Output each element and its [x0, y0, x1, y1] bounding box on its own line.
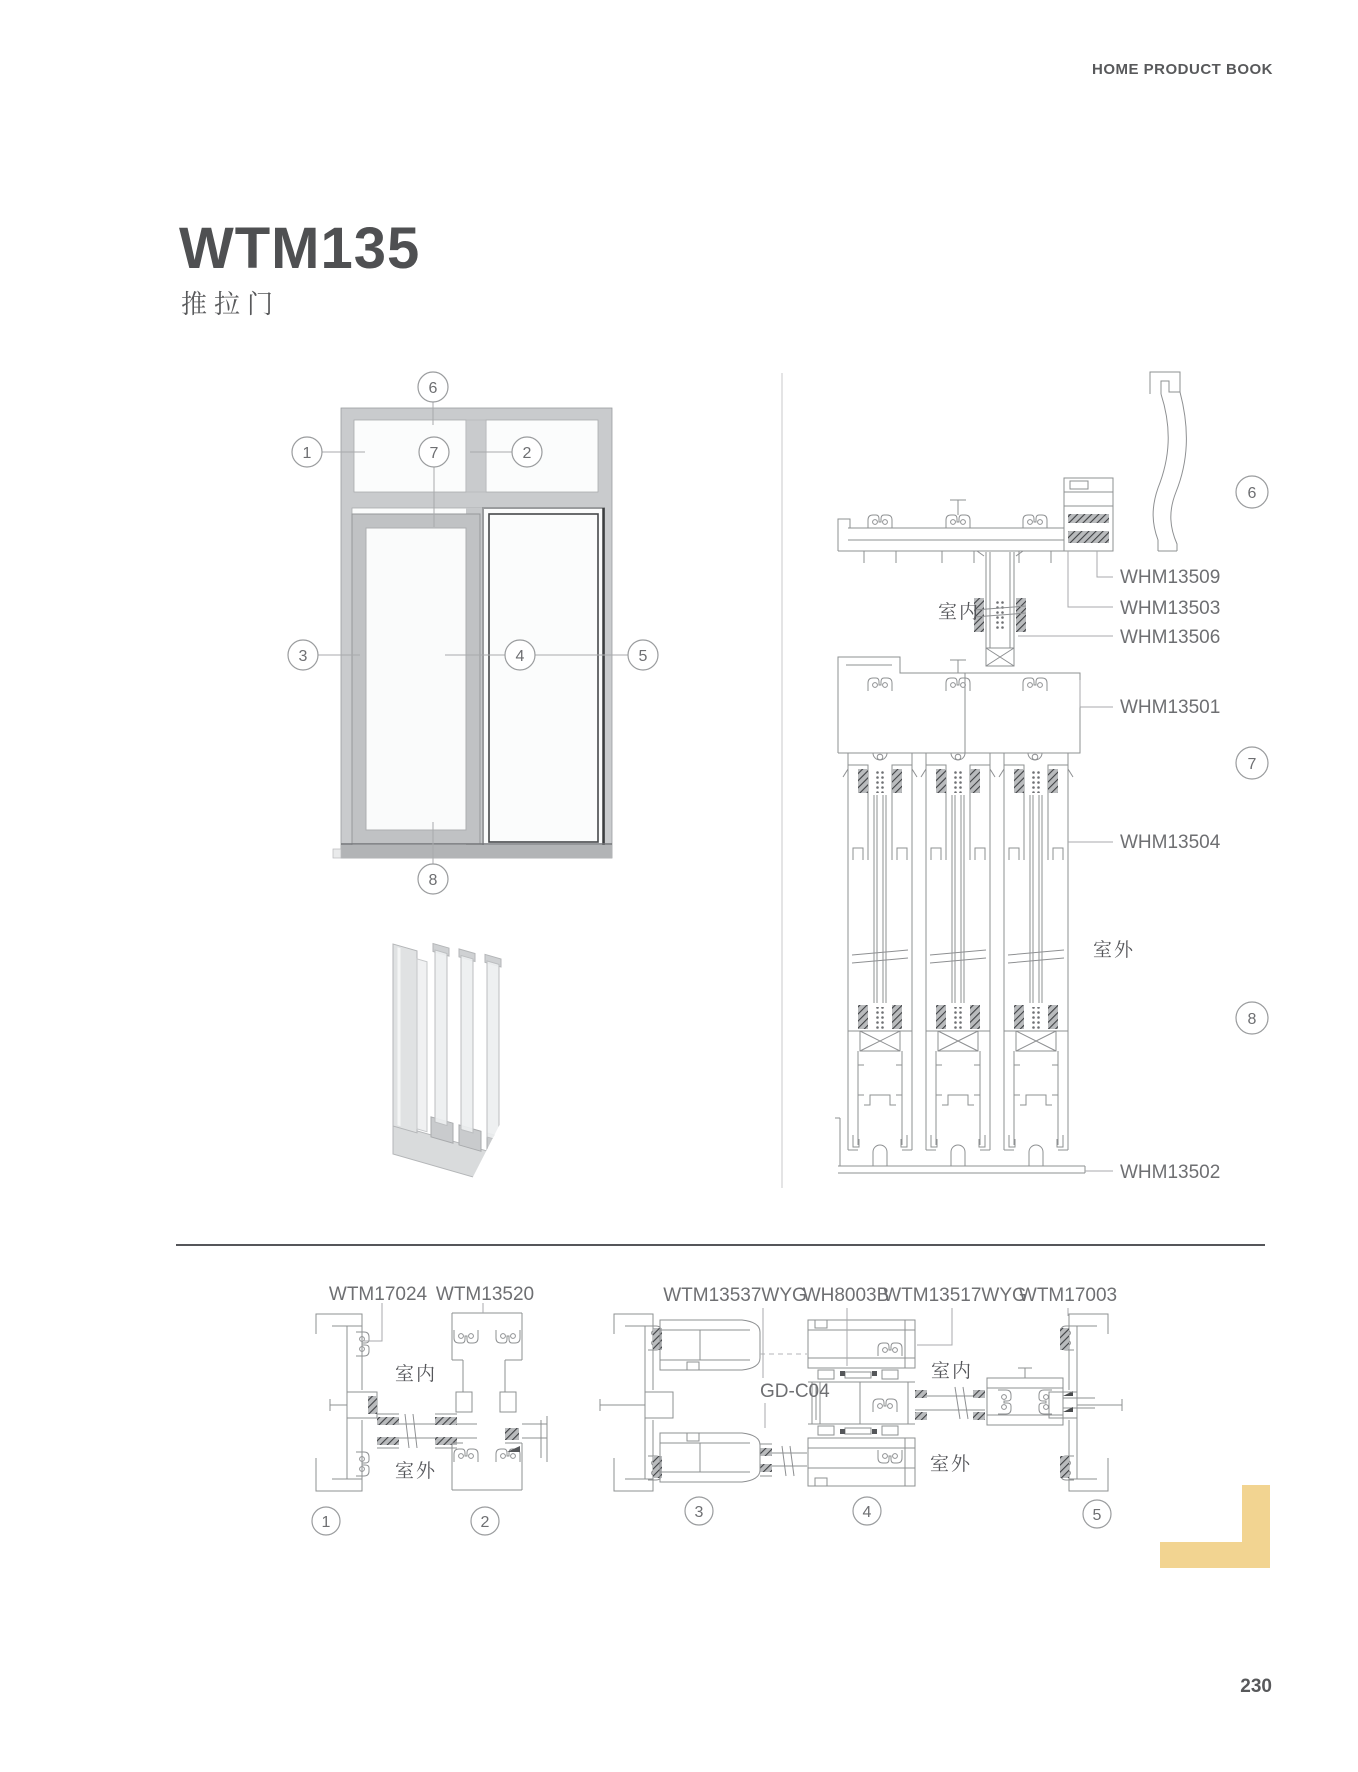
page-number: 230	[1240, 1676, 1272, 1697]
gasket-label: GD-C04	[760, 1381, 830, 1402]
part-label: WHM13509	[1120, 567, 1221, 588]
callout-number: 4	[862, 1504, 872, 1521]
product-title: WTM135	[179, 216, 421, 281]
callout-number: 2	[522, 445, 532, 462]
part-label: WTM13537WYG	[663, 1285, 807, 1306]
callout-number: 8	[1247, 1011, 1257, 1028]
interior-label: 室内	[938, 602, 981, 623]
part-label: WHM13504	[1120, 832, 1221, 853]
callout-number: 7	[429, 445, 439, 462]
vertical-section-drawing	[835, 372, 1186, 1173]
callout-number: 5	[638, 648, 648, 665]
vertical-section-labels	[938, 476, 1268, 1183]
callout-number: 3	[694, 1504, 704, 1521]
callout-number: 5	[1092, 1507, 1102, 1524]
exterior-label: 室外	[395, 1461, 438, 1482]
page-header: HOME PRODUCT BOOK	[1092, 61, 1273, 78]
part-label: WHM13503	[1120, 598, 1221, 619]
callout-number: 1	[321, 1514, 331, 1531]
part-label: WTM13520	[435, 1284, 535, 1305]
interior-label: 室内	[395, 1364, 438, 1385]
horizontal-section-left-labels	[312, 1284, 534, 1535]
part-label: WTM17003	[1018, 1285, 1118, 1306]
layout-dividers	[176, 373, 1265, 1245]
callout-number: 4	[515, 648, 525, 665]
callout-number: 6	[1247, 485, 1257, 502]
door-elevation-drawing	[333, 408, 612, 858]
part-label: WHM13501	[1120, 697, 1221, 718]
callout-number: 2	[480, 1514, 490, 1531]
part-label: WHM13506	[1120, 627, 1221, 648]
part-label: WTM13517WYG	[883, 1285, 1027, 1306]
callout-number: 6	[428, 380, 438, 397]
callout-number: 8	[428, 872, 438, 889]
exterior-label: 室外	[930, 1454, 973, 1475]
interior-label: 室内	[931, 1361, 974, 1382]
callout-number: 3	[298, 648, 308, 665]
part-label: WHM13502	[1120, 1162, 1221, 1183]
horizontal-section-right-drawing	[600, 1308, 1122, 1491]
product-subtitle: 推拉门	[181, 289, 281, 319]
profile-3d-view	[393, 928, 523, 1191]
exterior-label: 室外	[1093, 940, 1136, 961]
part-label: WH8003B	[802, 1285, 890, 1306]
callout-number: 1	[302, 445, 312, 462]
callout-number: 7	[1247, 756, 1257, 773]
part-label: WTM17024	[328, 1284, 428, 1305]
